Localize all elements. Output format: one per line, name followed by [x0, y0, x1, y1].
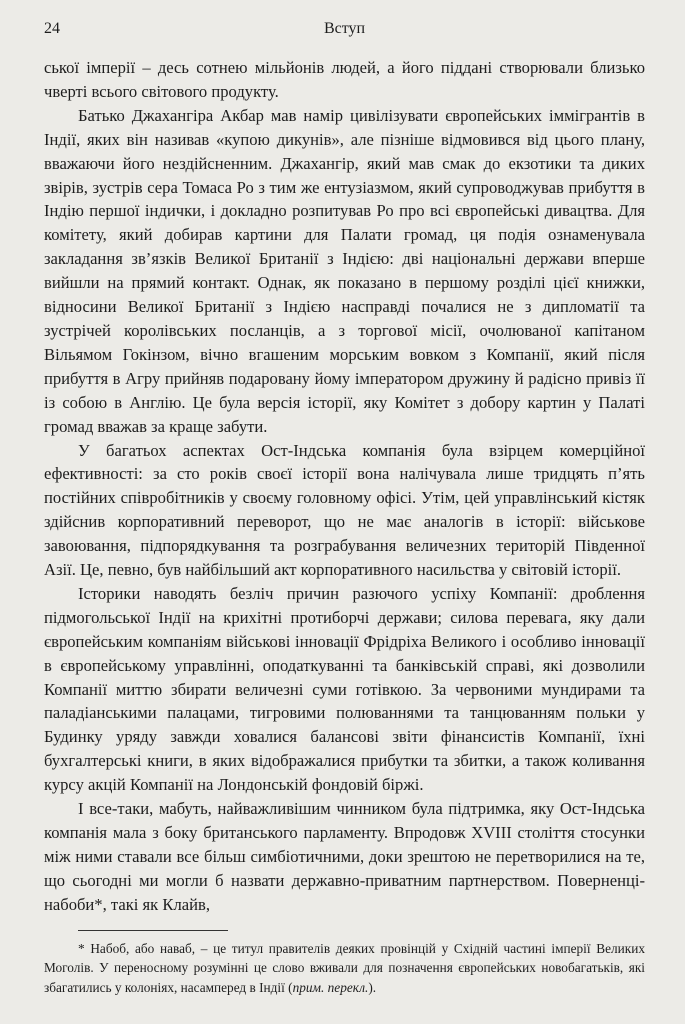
paragraph: Батько Джахангіра Акбар мав намір цивілізувати європейських іммігрантів в Індії, яких він називав «купою дикунів», але пізніше відмовився від цього плану, вважаючи його нездійсненним. Джахангір, який мав смак до екзотики та диких звірів, зустрів сера Томаса Ро з тим же ентузіазмом, який супроводжував прибуття в Індію першої індички, і докладно розпитував Ро про всі європейські дивацтва. Для комітету, який добирав картини для Палати громад, ця подія ознаменувала закладання зв’язків Великої Британії з Індією: дві національні держави вперше вийшли на прямий контакт. Однак, як показано в першому розділі цієї книжки, відносини Великої Британії з Індією насправді почалися не з дипломатії та зустрічей королівських посланців, а з торгової місії, очолюваної капітаном Вільямом Гокінзом, вічно вгашеним морським вовком з Компанії, який після прибуття в Агру прийняв подаровану йому імператором дружину й радісно привіз її із собою в Англію. Це була версія історії, яку Комітет з добору картин у Палаті громад вважав за краще забути. — [44, 105, 645, 436]
page-header — [44, 20, 645, 44]
footnote-tail: ). — [368, 979, 377, 995]
paragraph-continuation: ської імперії – десь сотнею мільйонів людей, а його піддані створювали близько чверті всього світового продукту. — [44, 58, 645, 101]
footnote-note: прим. перекл. — [292, 979, 369, 995]
footnote-text: * Набоб, або наваб, – це титул правителів деяких провінцій у Східній частині імперії Великих Моголів. У переносному розумінні це слово вживали для позначення європейських новобагатьків, які збагатились у колоніях, насамперед в Індії ( — [44, 940, 645, 995]
body-text — [44, 56, 645, 917]
page-number: 24 — [44, 20, 60, 37]
footnote-divider — [78, 930, 228, 931]
paragraph: І все-таки, мабуть, найважливішим чинником була підтримка, яку Ост-Індська компанія мала з боку британського парламенту. Впродовж XVIII століття стосунки між ними ставали все більш симбіотичними, доки зрештою не перетворилися на те, що сьогодні ми могли б назвати державно-приватним партнерством. Поверненці-набоби*, такі як Клайв, — [44, 799, 645, 914]
running-title: Вступ — [323, 20, 366, 37]
paragraph: Історики наводять безліч причин разючого успіху Компанії: дроблення підмогольської Індії на крихітні протиборчі держави; силова перевага, яку дали європейським компаніям військові інновації Фрідріха Великого і особливо інновації в європейському управлінні, оподаткуванні та банківській справі, які дозволили Компанії миттю збирати величезні суми готівкою. За червоними мундирами та паладіанськими палацами, тигровими полюваннями та танцюванням польки у Будинку уряду завжди ховалися балансові звіти фінансистів Компанії, їхні бухгалтерські книги, в яких відображалися прибутки та збитки, а також коливання курсу акцій Компанії на Лондонській фондовій біржі. — [44, 583, 645, 795]
paragraph: У багатьох аспектах Ост-Індська компанія була взірцем комерційної ефективності: за сто років своєї історії вона налічувала лише тридцять п’ять постійних співробітників у своєму головному офісі. Утім, цей управлінський кістяк здійснив корпоративний переворот, що не має аналогів в історії: військове завоювання, підпорядкування та розграбування величезних територій Південної Азії. Це, певно, був найбільший акт корпоративного насильства у світовій історії. — [44, 440, 645, 580]
footnote — [44, 939, 645, 998]
